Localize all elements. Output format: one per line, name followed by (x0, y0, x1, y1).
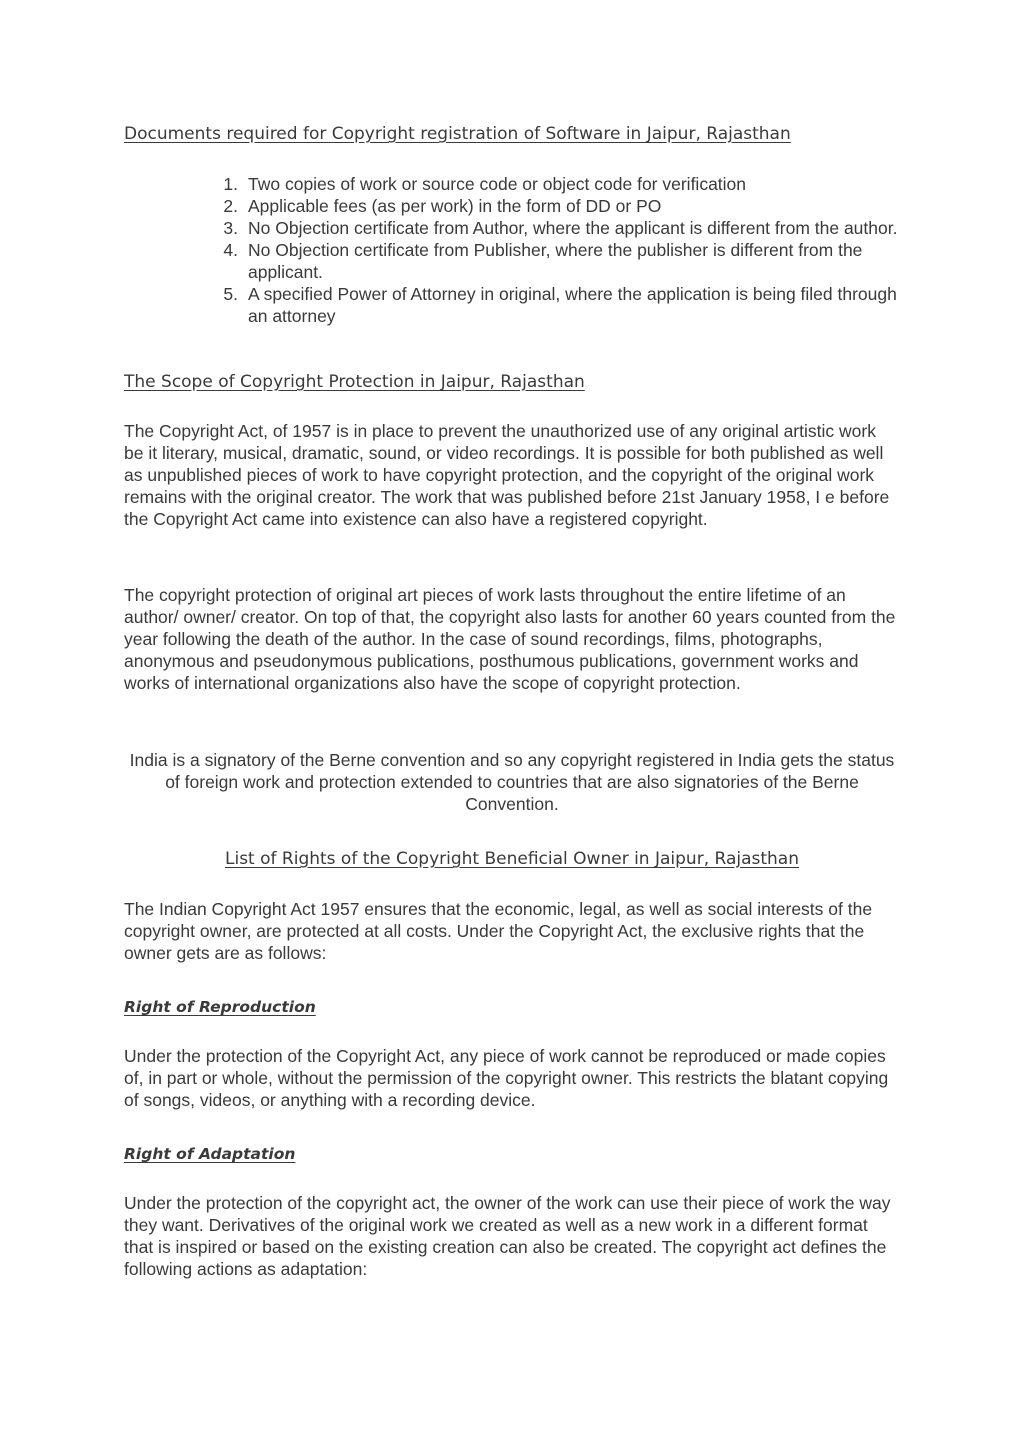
rights-intro-paragraph: The Indian Copyright Act 1957 ensures that the economic, legal, as well as social interests of the copyright owner, are protected at all costs. Under the Copyright Act, the exclusive rights that the owner gets are as follows: (124, 899, 873, 963)
scope-heading: The Scope of Copyright Protection in Jaipur, Rajasthan (124, 372, 585, 392)
documents-heading: Documents required for Copyright registration of Software in Jaipur, Rajasthan (124, 124, 791, 144)
list-item: 2. Applicable fees (as per work) in the form of DD or PO (223, 196, 662, 216)
scope-paragraph-1: The Copyright Act, of 1957 is in place to prevent the unauthorized use of any original artistic work be it literary, musical, dramatic, sound, or video recordings. It is possible for both published as well as unpublished pieces of work to have copyright protection, and the copyright of the original work remains with the original creator. The work that was published before 21st January 1958, I e before the Copyright Act came into existence can also have a registered copyright. (124, 421, 890, 529)
adaptation-heading: Right of Adaptation (124, 1145, 296, 1163)
rights-heading: List of Rights of the Copyright Beneficial Owner in Jaipur, Rajasthan (225, 849, 799, 869)
adaptation-paragraph: Under the protection of the copyright act, the owner of the work can use their piece of work the way they want. Derivatives of the original work we created as well as a new work in a different format that is inspired or based on the existing creation can also be created. The copyright act defines the following actions as adaptation: (124, 1193, 891, 1279)
list-item: 5. A specified Power of Attorney in original, where the application is being filed through an attorney (223, 284, 897, 326)
scope-paragraph-2: The copyright protection of original art pieces of work lasts throughout the entire lifetime of an author/ owner/ creator. On top of that, the copyright also lasts for another 60 years counted from the year following the death of the author. In the case of sound recordings, films, photographs, anonymous and pseudonymous publications, posthumous publications, government works and works of international organizations also have the scope of copyright protection. (124, 585, 896, 693)
documents-list (124, 173, 900, 327)
reproduction-heading: Right of Reproduction (124, 998, 316, 1016)
list-item: 1. Two copies of work or source code or object code for verification (223, 174, 747, 194)
list-item: 3. No Objection certificate from Author, where the applicant is different from the author. (223, 218, 898, 238)
list-item: 4. No Objection certificate from Publisher, where the publisher is different from the applicant. (223, 240, 863, 282)
reproduction-paragraph: Under the protection of the Copyright Act, any piece of work cannot be reproduced or made copies of, in part or whole, without the permission of the copyright owner. This restricts the blatant copying of songs, videos, or anything with a recording device. (124, 1046, 889, 1110)
scope-paragraph-3: India is a signatory of the Berne convention and so any copyright registered in India gets the status of foreign work and protection extended to countries that are also signatories of the Berne Convention. (129, 750, 895, 814)
